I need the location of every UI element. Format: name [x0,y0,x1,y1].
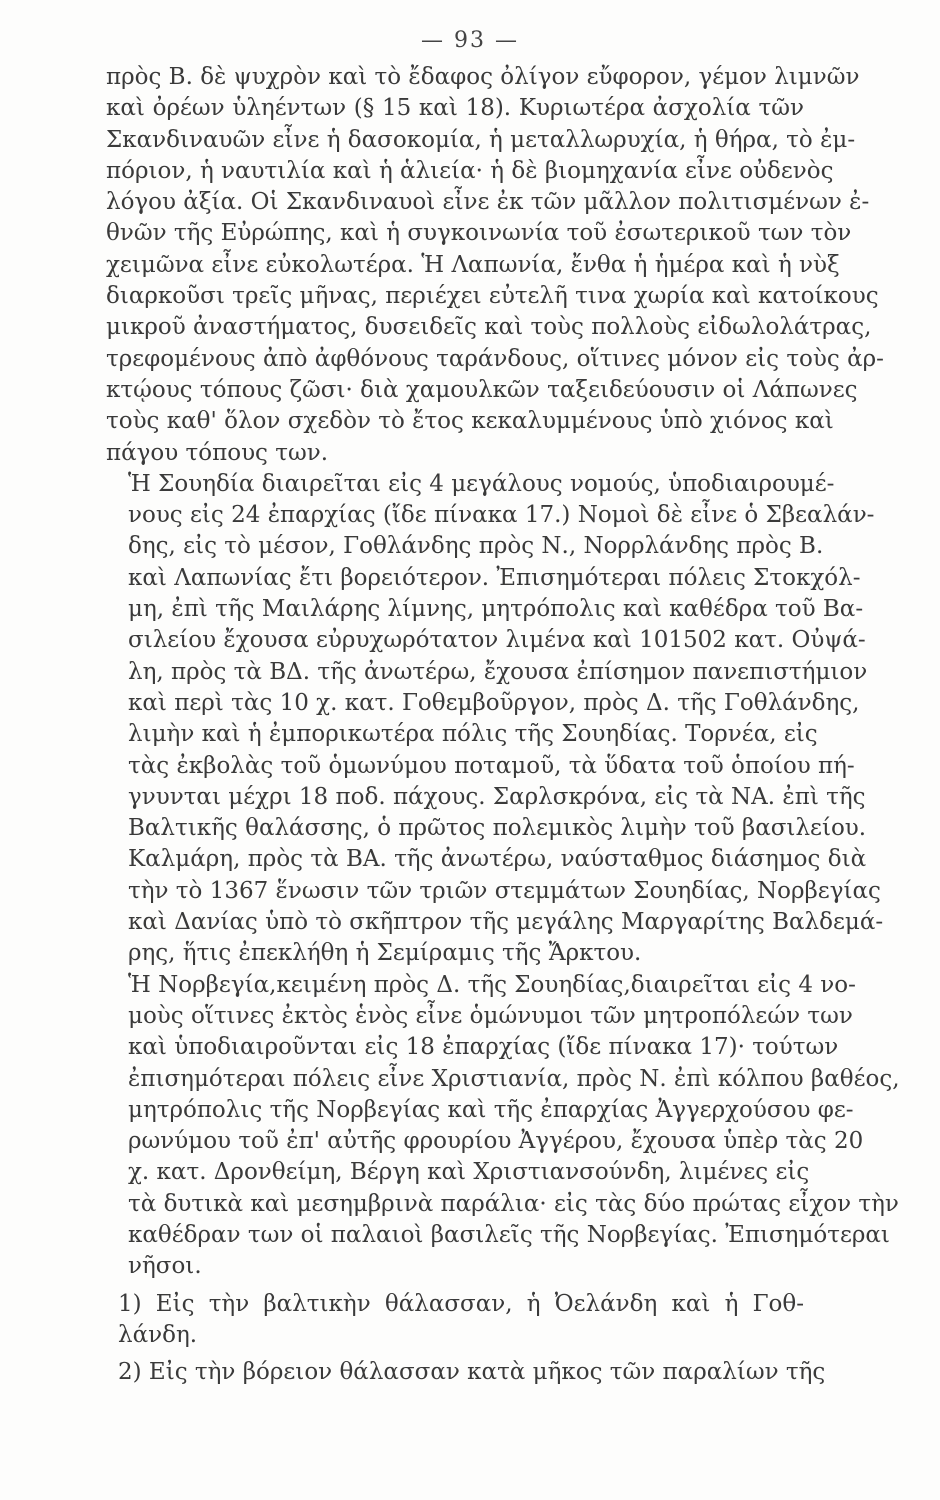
text-line: κτῴους τόπους ζῶσι· διὰ χαμουλκῶν ταξειδεύουσιν οἱ Λάπωνες [106,376,858,403]
text-line: 1) Εἰς τὴν βαλτικὴν θάλασσαν, ἡ Ὀελάνδη καὶ ἡ Γοθ- [118,1290,804,1317]
text-line: πάγου τόπους των. [106,439,329,466]
text-line: τὴν τὸ 1367 ἕνωσιν τῶν τριῶν στεμμάτων Σουηδίας, Νορβεγίας [128,877,881,904]
text-line: θνῶν τῆς Εὐρώπης, καὶ ἡ συγκοινωνία τοῦ ἐσωτερικοῦ των τὸν [106,220,852,247]
text-line: ρωνύμου τοῦ ἐπ' αὐτῆς φρουρίου Ἀγγέρου, ἔχουσα ὑπὲρ τὰς 20 [128,1128,864,1155]
text-line: ρης, ἥτις ἐπεκλήθη ἡ Σεμίραμις τῆς Ἄρκτου. [128,940,642,967]
text-line: πρὸς Β. δὲ ψυχρὸν καὶ τὸ ἔδαφος ὀλίγον εὔφορον, γέμον λιμνῶν [106,64,860,90]
list-item-baltic-islands [106,1289,804,1352]
text-line: μητρόπολις τῆς Νορβεγίας καὶ τῆς ἐπαρχίας Ἀγγερχούσου φε- [128,1096,854,1123]
text-line: λόγου ἀξία. Οἱ Σκανδιναυοὶ εἶνε ἐκ τῶν μᾶλλον πολιτισμένων ἐ- [106,189,870,216]
text-line: μοὺς οἵτινες ἐκτὸς ἑνὸς εἶνε ὁμώνυμοι τῶν μητροπόλεών των [128,1002,853,1029]
paragraph-norway [106,970,900,1283]
text-line: Ἡ Σουηδία διαιρεῖται εἰς 4 μεγάλους νομούς, ὑποδιαιρουμέ- [128,470,835,497]
text-line: Βαλτικῆς θαλάσσης, ὁ πρῶτος πολεμικὸς λιμὴν τοῦ βασιλείου. [128,815,867,842]
text-line: 2) Εἰς τὴν βόρειον θάλασσαν κατὰ μῆκος τῶν παραλίων τῆς [118,1359,826,1386]
text-line: πόριον, ἡ ναυτιλία καὶ ἡ ἁλιεία· ἡ δὲ βιομηχανία εἶνε οὐδενὸς [106,157,834,184]
paragraph-sweden [106,469,884,970]
text-line: τὰς ἐκβολὰς τοῦ ὁμωνύμου ποταμοῦ, τὰ ὕδατα τοῦ ὁποίου πή- [128,752,855,779]
text-line: δης, εἰς τὸ μέσον, Γοθλάνδης πρὸς Ν., Νορρλάνδης πρὸς Β. [128,533,824,560]
text-line: Ἡ Νορβεγία,κειμένη πρὸς Δ. τῆς Σουηδίας,διαιρεῖται εἰς 4 νο- [128,971,856,998]
page-number: — 93 — [421,28,519,53]
text-line: τρεφομένους ἀπὸ ἀφθόνους ταράνδους, οἵτινες μόνον εἰς τοὺς ἀρ- [106,345,884,372]
text-line: διαρκοῦσι τρεῖς μῆνας, περιέχει εὐτελῆ τινα χωρία καὶ κατοίκους [106,283,879,310]
text-line: γνυνται μέχρι 18 ποδ. πάχους. Σαρλσκρόνα, εἰς τὰ ΝΑ. ἐπὶ τῆς [128,783,866,810]
text-line: καὶ ὑποδιαιροῦνται εἰς 18 ἐπαρχίας (ἴδε πίνακα 17)· τούτων [128,1034,839,1061]
text-line: καὶ περὶ τὰς 10 χ. κατ. Γοθεμβοῦργον, πρὸς Δ. τῆς Γοθλάνδης, [128,689,860,716]
text-line: σιλείου ἔχουσα εὐρυχωρότατον λιμένα καὶ 101502 κατ. Οὐψά- [128,627,866,654]
text-line: λάνδη. [118,1321,198,1348]
text-line: Καλμάρη, πρὸς τὰ ΒΑ. τῆς ἀνωτέρω, ναύσταθμος διάσημος διὰ [128,846,867,873]
text-line: καὶ Λαπωνίας ἔτι βορειότερον. Ἐπισημότεραι πόλεις Στοκχόλ- [128,564,861,591]
text-line: μη, ἐπὶ τῆς Μαιλάρης λίμνης, μητρόπολις καὶ καθέδρα τοῦ Βα- [128,596,864,623]
text-line: μικροῦ ἀναστήματος, δυσειδεῖς καὶ τοὺς πολλοὺς εἰδωλολάτρας, [106,314,872,341]
text-line: νῆσοι. [128,1253,202,1280]
text-line: λιμὴν καὶ ἡ ἐμπορικωτέρα πόλις τῆς Σουηδίας. Τορνέα, εἰς [128,721,818,748]
text-line: καὶ Δανίας ὑπὸ τὸ σκῆπτρον τῆς μεγάλης Μαργαρίτης Βαλδεμά- [128,909,884,936]
body-text [106,62,900,1388]
paragraph-scandinavia-economy [106,62,884,469]
text-line: χ. κατ. Δρονθείμη, Βέργη καὶ Χριστιανσούνδη, λιμένες εἰς [128,1159,810,1186]
text-line: καθέδραν των οἱ παλαιοὶ βασιλεῖς τῆς Νορβεγίας. Ἐπισημότεραι [128,1221,890,1248]
text-line: καὶ ὀρέων ὑληέντων (§ 15 καὶ 18). Κυριωτέρα ἀσχολία τῶν [106,95,804,122]
text-line: λη, πρὸς τὰ ΒΔ. τῆς ἀνωτέρω, ἔχουσα ἐπίσημον πανεπιστήμιον [128,658,868,685]
text-line: τοὺς καθ' ὅλον σχεδὸν τὸ ἔτος κεκαλυμμένους ὑπὸ χιόνος καὶ [106,408,834,435]
text-line: τὰ δυτικὰ καὶ μεσημβρινὰ παράλια· εἰς τὰς δύο πρώτας εἶχον τὴν [128,1190,899,1217]
text-line: Σκανδιναυῶν εἶνε ἡ δασοκομία, ἡ μεταλλωρυχία, ἡ θήρα, τὸ ἐμ- [106,126,856,153]
text-line: νους εἰς 24 ἐπαρχίας (ἴδε πίνακα 17.) Νομοὶ δὲ εἶνε ὁ Σβεαλάν- [128,502,875,529]
text-line: χειμῶνα εἶνε εὐκολωτέρα. Ἡ Λαπωνία, ἔνθα ἡ ἡμέρα καὶ ἡ νὺξ [106,251,840,278]
text-line: ἐπισημότεραι πόλεις εἶνε Χριστιανία, πρὸς Ν. ἐπὶ κόλπου βαθέος, [128,1065,900,1092]
list-item-north-sea-islands [106,1357,826,1388]
